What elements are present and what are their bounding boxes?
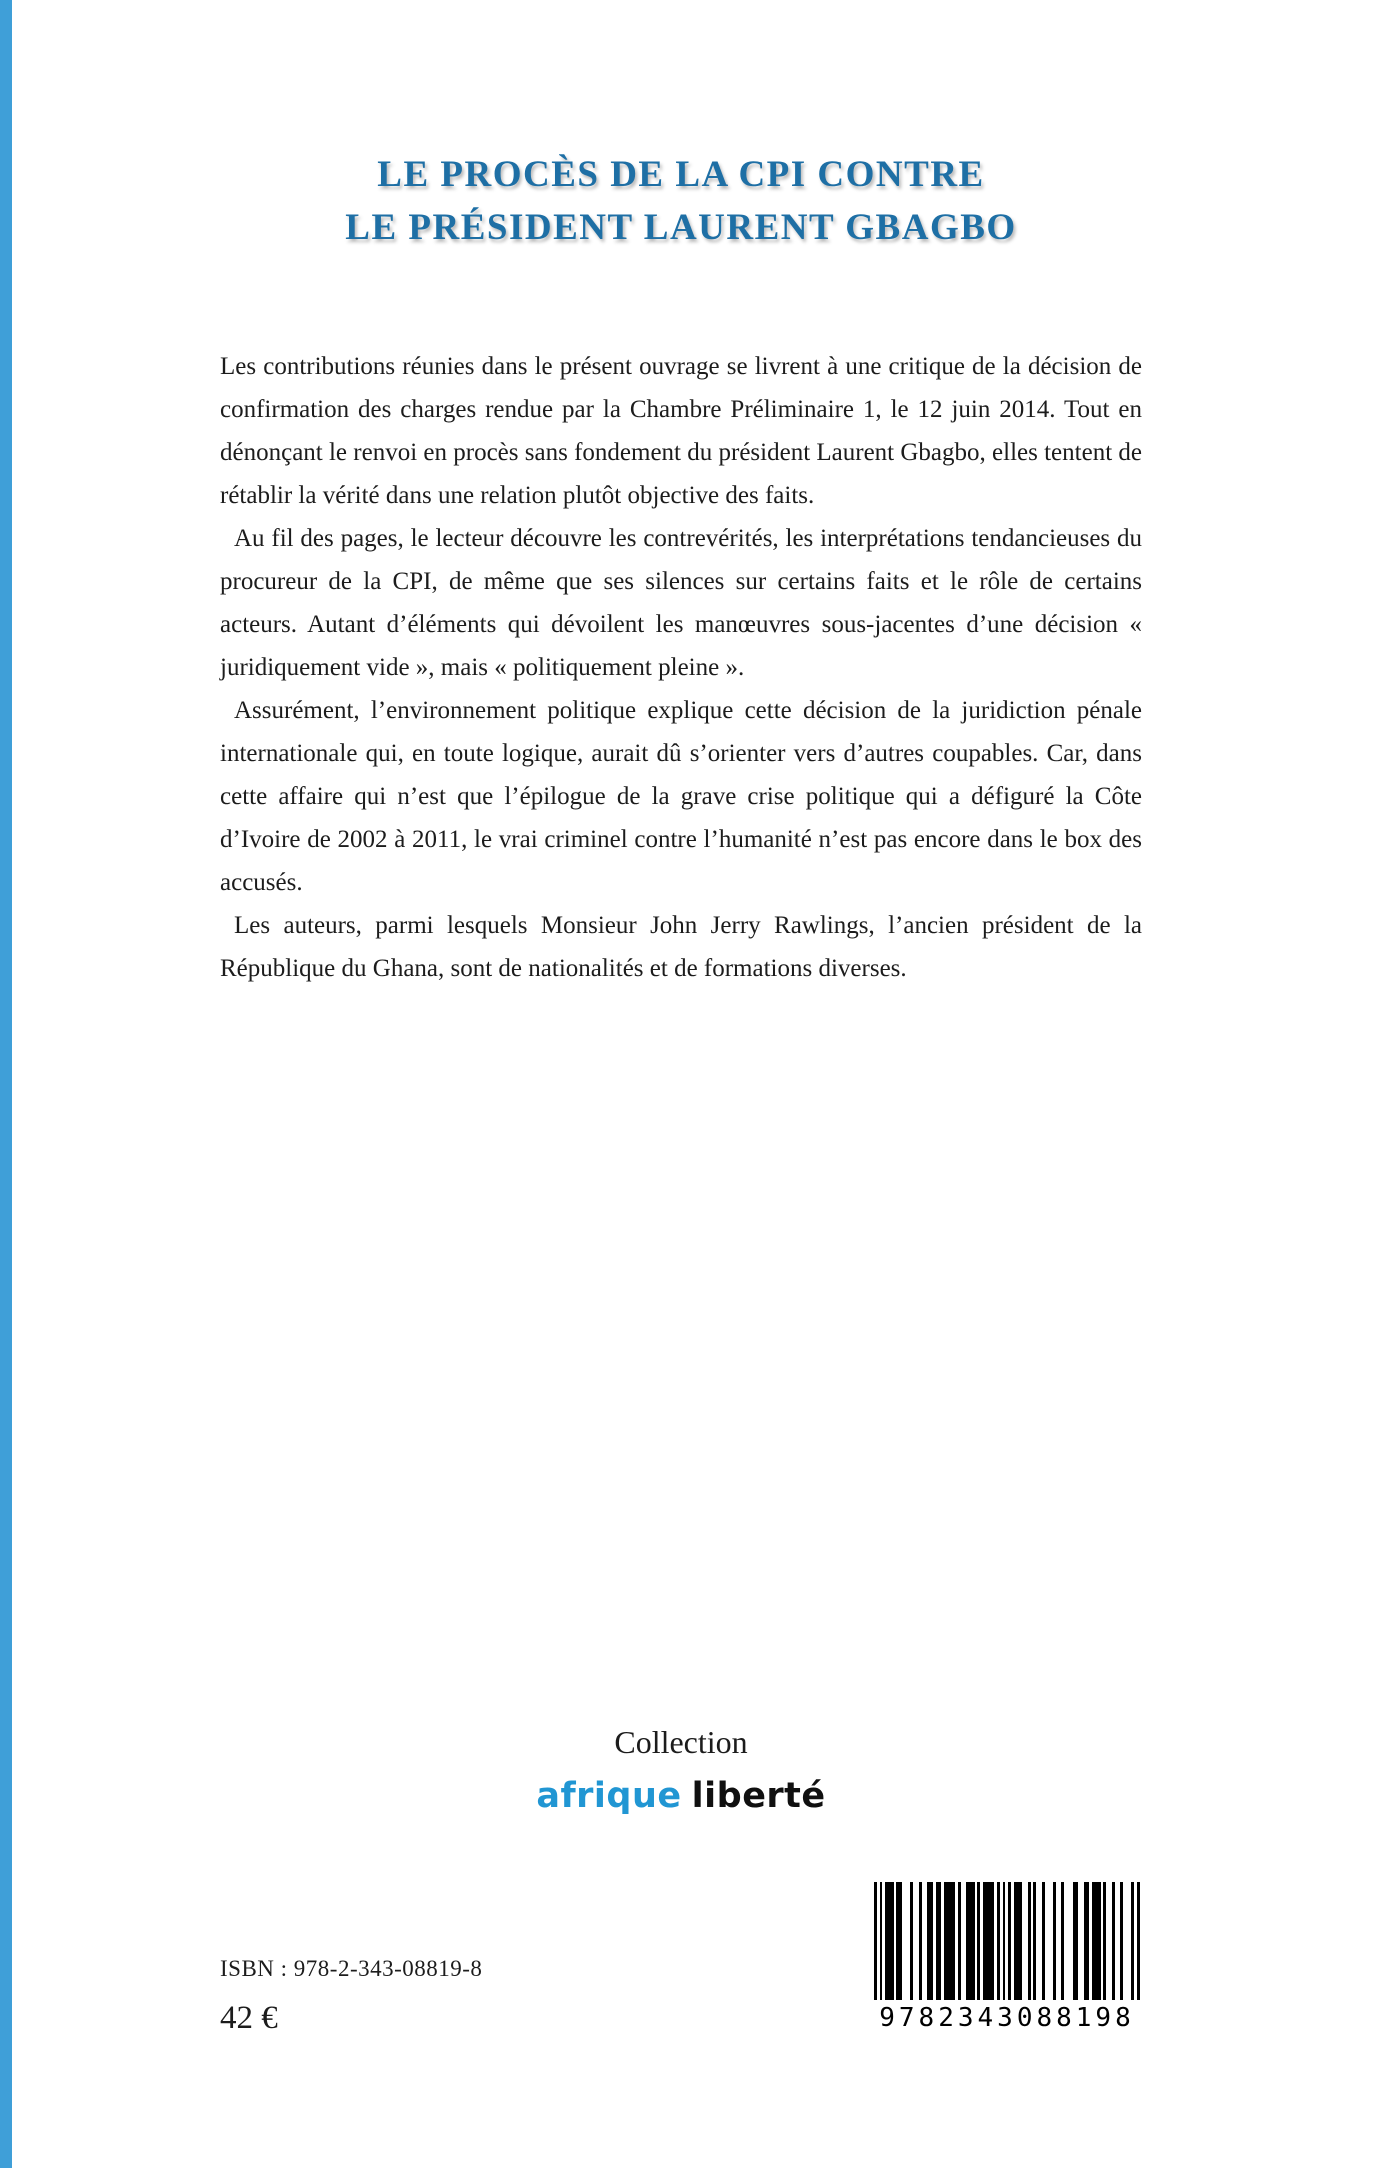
book-title-line-2: LE PRÉSIDENT LAURENT GBAGBO [345, 207, 1017, 248]
barcode-bars [874, 1882, 1140, 2000]
book-title [220, 148, 1142, 254]
synopsis-paragraph-4: Les auteurs, parmi lesquels Monsieur John Jerry Rawlings, l’ancien président de la République du Ghana, sont de nationalités et de formations diverses. [220, 912, 1142, 982]
collection-series-word-liberte: liberté [691, 1776, 826, 1816]
barcode-digits: 9782343088198 [872, 2002, 1142, 2034]
left-accent-strip [0, 0, 12, 2168]
isbn-text: ISBN : 978-2-343-08819-8 [220, 1956, 483, 1981]
cover-content [220, 0, 1142, 2168]
collection-series-word-afrique: afrique [536, 1776, 682, 1816]
price-text: 42 € [220, 2000, 278, 2036]
collection-label: Collection [614, 1724, 748, 1760]
book-title-line-1: LE PROCÈS DE LA CPI CONTRE [377, 154, 985, 195]
collection-block [220, 1722, 1142, 1816]
synopsis-paragraph-3: Assurément, l’environnement politique explique cette décision de la juridiction pénale internationale qui, en toute logique, aurait dû s’orienter vers d’autres coupables. Car, dans cette affaire qui n’est que l’épilogue de la grave crise politique qui a défiguré la Côte d’Ivoire de 2002 à 2011, le vrai criminel contre l’humanité n’est pas encore dans le box des accusés. [220, 697, 1142, 896]
synopsis-paragraph-2: Au fil des pages, le lecteur découvre les contrevérités, les interprétations tendancieuses du procureur de la CPI, de même que ses silences sur certains faits et le rôle de certains acteurs. Autant d’éléments qui dévoilent les manœuvres sous-jacentes d’une décision « juridiquement vide », mais « politiquement pleine ». [220, 525, 1142, 681]
collection-series-name [220, 1776, 1142, 1816]
synopsis-paragraph-1: Les contributions réunies dans le présent ouvrage se livrent à une critique de la décision de confirmation des charges rendue par la Chambre Préliminaire 1, le 12 juin 2014. Tout en dénonçant le renvoi en procès sans fondement du président Laurent Gbagbo, elles tentent de rétablir la vérité dans une relation plutôt objective des faits. [220, 353, 1142, 509]
barcode [872, 1880, 1142, 2038]
synopsis [220, 345, 1142, 990]
